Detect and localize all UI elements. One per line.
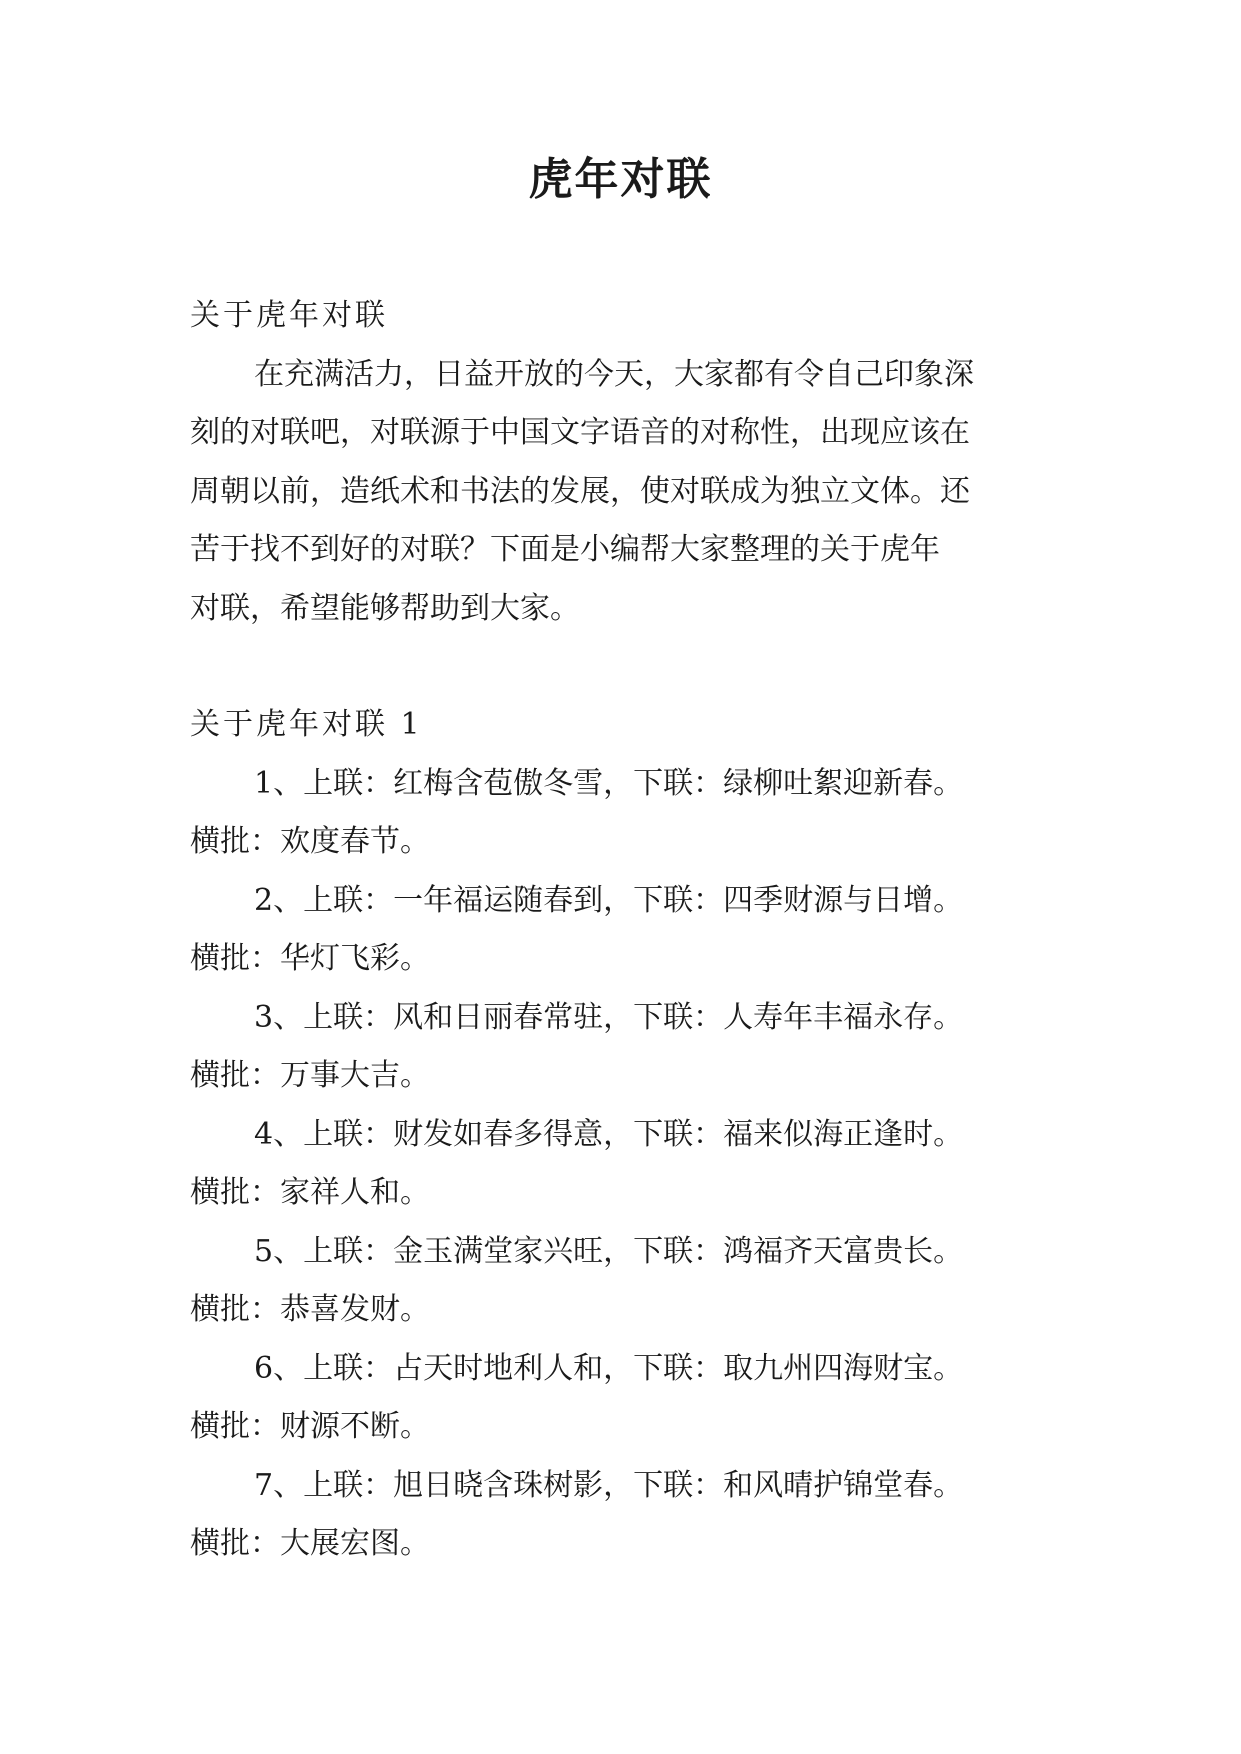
couplet-banner: 横批：大展宏图。 <box>190 1526 430 1561</box>
intro-line: 苦于找不到好的对联？下面是小编帮大家整理的关于虎年 <box>190 532 940 567</box>
paragraph-gap <box>190 638 1050 696</box>
document-body <box>190 287 1050 1574</box>
couplet-item <box>190 1223 1050 1340</box>
couplet-text: 1、上联：红梅含苞傲冬雪，下联：绿柳吐絮迎新春。 <box>254 765 964 801</box>
couplet-text: 3、上联：风和日丽春常驻，下联：人寿年丰福永存。 <box>254 999 964 1035</box>
intro-line: 周朝以前，造纸术和书法的发展，使对联成为独立文体。还 <box>190 473 970 509</box>
couplet-banner: 横批：家祥人和。 <box>190 1175 430 1210</box>
intro-line: 在充满活力，日益开放的今天，大家都有令自己印象深 <box>254 356 974 392</box>
couplet-item <box>190 1457 1050 1574</box>
couplet-banner: 横批：恭喜发财。 <box>190 1292 430 1327</box>
intro-line: 对联，希望能够帮助到大家。 <box>190 590 580 626</box>
couplet-item <box>190 755 1050 872</box>
couplet-item <box>190 989 1050 1106</box>
couplet-banner: 横批：万事大吉。 <box>190 1058 430 1093</box>
section-heading: 关于虎年对联 1 <box>190 707 423 742</box>
intro-line: 刻的对联吧，对联源于中国文字语音的对称性，出现应该在 <box>190 415 970 450</box>
couplet-text: 6、上联：占天时地利人和，下联：取九州四海财宝。 <box>254 1350 964 1386</box>
couplet-list <box>190 755 1050 1574</box>
couplet-text: 4、上联：财发如春多得意，下联：福来似海正逢时。 <box>254 1116 964 1152</box>
document-title: 虎年对联 <box>528 154 713 205</box>
couplet-banner: 横批：华灯飞彩。 <box>190 941 430 976</box>
couplet-banner: 横批：财源不断。 <box>190 1409 430 1444</box>
intro-paragraph <box>190 346 1050 639</box>
intro-heading: 关于虎年对联 <box>190 298 388 333</box>
couplet-item <box>190 1106 1050 1223</box>
couplet-text: 5、上联：金玉满堂家兴旺，下联：鸿福齐天富贵长。 <box>254 1233 964 1269</box>
couplet-text: 7、上联：旭日晓含珠树影，下联：和风晴护锦堂春。 <box>254 1467 964 1503</box>
couplet-banner: 横批：欢度春节。 <box>190 824 430 859</box>
couplet-text: 2、上联：一年福运随春到，下联：四季财源与日增。 <box>254 882 964 918</box>
couplet-item <box>190 1340 1050 1457</box>
couplet-item <box>190 872 1050 989</box>
